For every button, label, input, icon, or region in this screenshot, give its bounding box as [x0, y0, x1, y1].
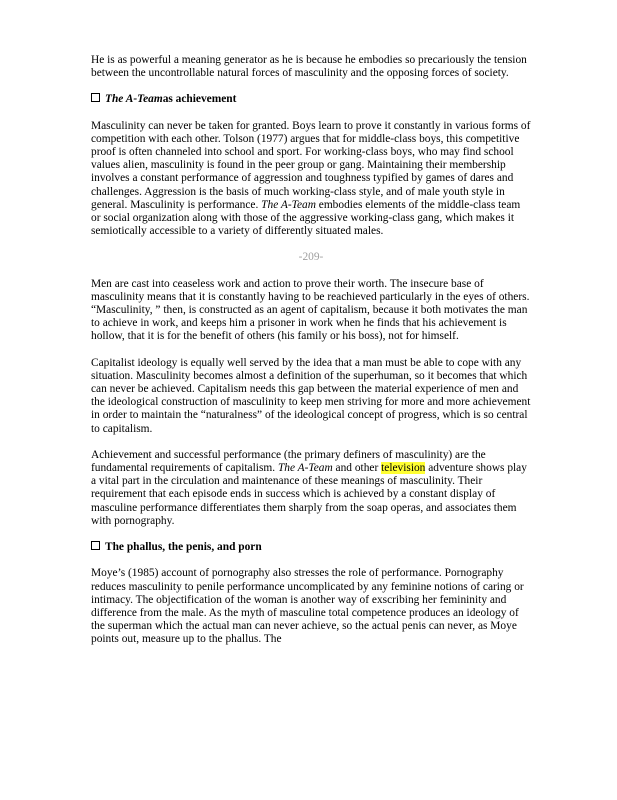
paragraph-5-text-c: adventure shows play a vital part in the circulation and maintenance of these meanings of masculinity. Their requirement that each episode ends in success which is achieved by a constant display of masculine performance differentiates them sharply from the soap operas, and associates them with pornography. [91, 462, 527, 527]
checkbox-bullet-icon [91, 93, 100, 102]
paragraph-5-title-italic: The A-Team [277, 462, 333, 475]
paragraph-4-text: Capitalist ideology is equally well served by the idea that a man must be able to cope with any situation. Masculinity becomes almost a definition of the superhuman, so it becomes that which can never be achieved. Capitalism needs this gap between the material experience of men and the ideological construction of masculinity to keep men striving for more and more achievement in order to maintain the “naturalness” of the ideological concept of progress, which is so central to capitalism. [91, 356, 531, 435]
paragraph-4 [91, 357, 531, 436]
paragraph-5-text-b: and other [332, 462, 382, 475]
paragraph-1 [91, 54, 531, 80]
paragraph-1-text: He is as powerful a meaning generator as he is because he embodies so precariously the tension between the uncontrollable natural forces of masculinity and the opposing forces of society. [91, 54, 527, 80]
page-number: -209- [298, 251, 324, 264]
paragraph-2 [91, 120, 531, 239]
paragraph-2-title-italic: The A-Team [261, 198, 316, 211]
heading-title-italic: The A-Team [105, 93, 163, 106]
checkbox-bullet-icon [91, 541, 100, 550]
section-heading-a-team [91, 93, 531, 106]
paragraph-6 [91, 567, 531, 646]
paragraph-2-text-b: embodies elements of the middle-class team or social organization along with those of the aggressive working-class gang, which makes it semiotically accessible to a variety of differently situated males. [91, 198, 521, 238]
paragraph-3-text: Men are cast into ceaseless work and action to prove their worth. The insecure base of masculinity means that it is constantly having to be reachieved particularly in the eyes of others. “Masculinity, ” then, is constructed as an agent of capitalism, because it both motivates the man to achieve in work, and keeps him a prisoner in work when he finds that his achievement is hollow, that it is for the benefit of others (his family or his boss), not for himself. [91, 277, 530, 343]
document-page [91, 54, 531, 660]
paragraph-2-text-a: Masculinity can never be taken for granted. Boys learn to prove it constantly in various forms of competition with each other. Tolson (1977) argues that for middle-class boys, this competitive proof is often channeled into school and sport. For working-class boys, who may find school values alien, masculinity is found in the peer group or gang. Maintaining their membership involves a constant performance of aggression and toughness typified by games of dares and challenges. Aggression is the basis of much working-class style, and of male youth style in general. Masculinity is performance. [91, 119, 531, 211]
section-heading-phallus [91, 541, 531, 554]
paragraph-6-text: Moye’s (1985) account of pornography also stresses the role of performance. Pornography reduces masculinity to penile performance uncomplicated by any feminine notions of caring or intimacy. The objectification of the woman is another way of exscribing her femininity and difference from the male. As the myth of masculine total competence produces an ideology of the superman which the actual man can never achieve, so the actual penis can never, as Moye points out, measure up to the phallus. The [91, 567, 524, 646]
highlighted-term: television [381, 462, 426, 475]
heading-title-rest: as achievement [162, 93, 237, 106]
heading-title: The phallus, the penis, and porn [105, 541, 262, 554]
paragraph-3 [91, 278, 531, 344]
paragraph-5 [91, 449, 531, 528]
paragraph-5-text-a: Achievement and successful performance (the primary definers of masculinity) are the fundamental requirements of capitalism. [91, 448, 486, 475]
